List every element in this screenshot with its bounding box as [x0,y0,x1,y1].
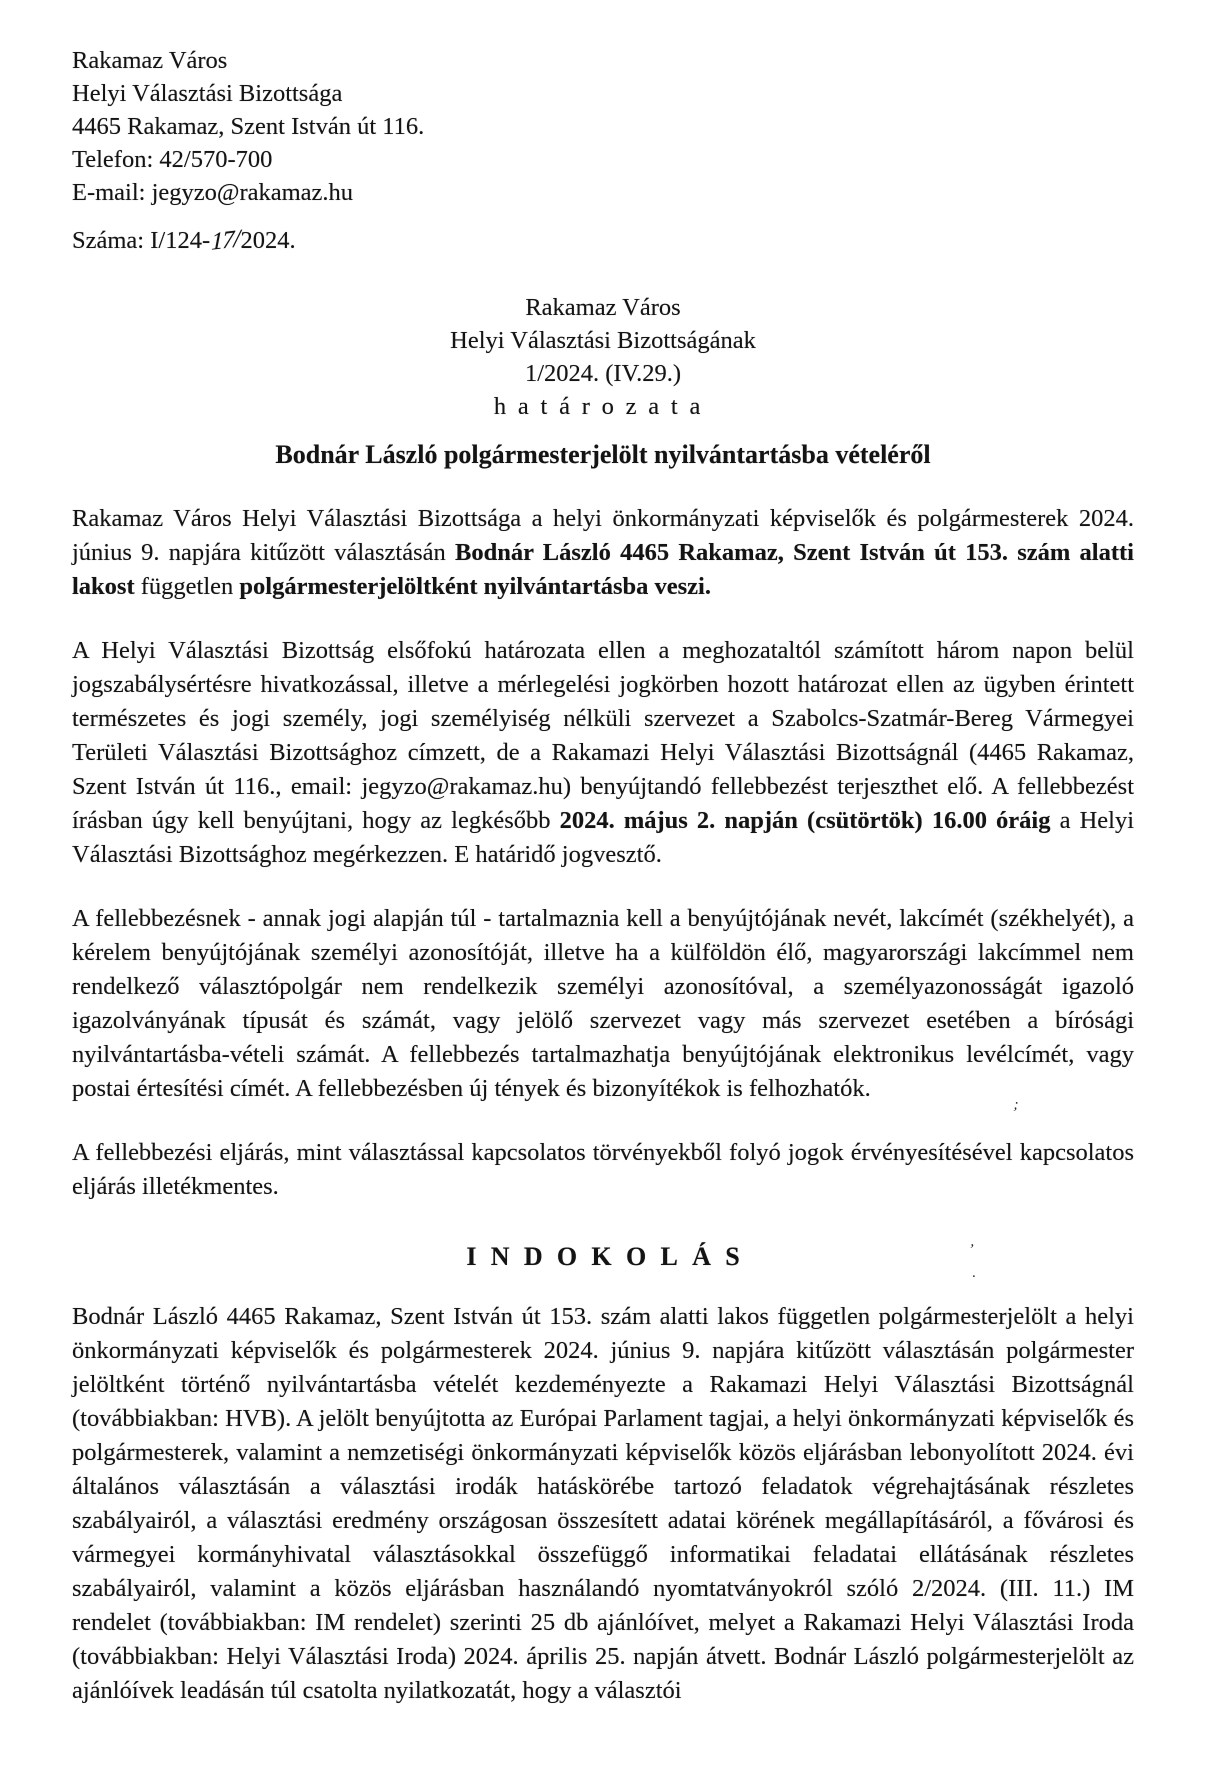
scan-artifact: ’ [967,1241,976,1259]
reasoning-paragraph [72,1300,1134,1708]
scan-artifact: ; [1012,1096,1020,1114]
body-text: A Helyi Választási Bizottság elsőfokú határozata ellen a meghozataltól számított három napon belül jogszabálysértésre hivatkozással, illetve a mérlegelési jogkörben hozott határozat ellen az ügyben érintett természetes és jogi személy, jogi személyiség nélküli szervezet a Szabolcs-Szatmár-Bereg Vármegyei Területi Választási Bizottsághoz címzett, de a Rakamazi Helyi Választási Bizottságnál (4465 Rakamaz, Szent István út 116., email: jegyzo@rakamaz.hu) benyújtandó fellebbezést terjeszthet elő. A fellebbezést írásban úgy kell benyújtani, hogy az legkésőbb [72,637,1134,834]
sender-line: Rakamaz Város [72,47,228,74]
title-line: Helyi Választási Bizottságának [450,327,756,354]
reasoning-section-heading: INDOKOLÁS [466,1242,754,1271]
sender-address-block [72,44,1134,209]
decision-word: határozata [493,393,713,420]
body-text: Rakamaz Város Helyi Választási Bizottsága a helyi önkormányzati képviselők és polgármesterek 2024. június 9. napjára kitűzött választásán [72,505,1134,566]
file-number [72,224,1134,258]
body-text: Bodnár László 4465 Rakamaz, Szent István út 153. szám alatti lakos független polgármesterjelölt a helyi önkormányzati képviselők és polgármesterek 2024. június 9. napjára kitűzött választásán polgármester jelöltként történő nyilvántartásba vételét kezdeményezte a Rakamazi Helyi Választási Bizottságnál (továbbiakban: HVB). A jelölt benyújtotta az Európai Parlament tagjai, a helyi önkormányzati képviselők és polgármesterek, valamint a nemzetiségi önkormányzati képviselők közös eljárásban lebonyolított 2024. évi általános választásán a választási irodák hatáskörébe tartozó feladatok végrehajtásának részletes szabályairól, a választási eredmény országosan összesített adatai körének megállapításáról, a fővárosi és vármegyei kormányhivatal választásokkal összefüggő informatikai feladatai ellátásának részletes szabályairól, valamint a közös eljárásban használandó nyomtatványokról szóló 2/2024. (III. 11.) IM rendelet (továbbiakban: IM rendelet) szerinti 25 db ajánlóívet, melyet a Rakamazi Helyi Választási Iroda (továbbiakban: Helyi Választási Iroda) 2024. április 25. napján átvett. Bodnár László polgármesterjelölt az ajánlóívek leadásán túl csatolta nyilatkozatát, hogy a választói [72,1303,1134,1704]
appeal-rules-paragraph [72,634,1134,872]
emphasized-text: Bodnár László 4465 Rakamaz, Szent István út 153. szám alatti lakost [72,539,1134,600]
fee-exemption-paragraph [72,1136,1134,1204]
emphasized-text: polgármesterjelöltként nyilvántartásba veszi. [239,573,711,600]
title-line: Rakamaz Város [525,294,681,321]
file-number-prefix: Száma: I/124- [72,227,211,254]
sender-line: E-mail: jegyzo@rakamaz.hu [72,179,354,206]
decision-subject: Bodnár László polgármesterjelölt nyilvántartásba vételéről [275,440,931,469]
appeal-content-paragraph [72,902,1134,1106]
decision-title-block [72,291,1134,423]
body-text: független [134,573,240,600]
sender-line: Telefon: 42/570-700 [72,146,273,173]
scan-artifact: . [972,1265,976,1281]
sender-line: Helyi Választási Bizottsága [72,80,343,107]
handwritten-case-number: 17/ [211,225,240,256]
operative-paragraph [72,502,1134,604]
title-line: 1/2024. (IV.29.) [524,360,682,387]
body-text: A fellebbezési eljárás, mint választással kapcsolatos törvényekből folyó jogok érvényesítésével kapcsolatos eljárás illetékmentes. [72,1139,1134,1200]
emphasized-text: 2024. május 2. napján (csütörtök) 16.00 óráig [559,807,1051,834]
title-lines [72,291,1134,390]
sender-line: 4465 Rakamaz, Szent István út 116. [72,113,425,140]
body-text: a Helyi Választási Bizottsághoz megérkezzen. E határidő jogvesztő. [72,807,1134,868]
body-text: A fellebbezésnek - annak jogi alapján túl - tartalmaznia kell a benyújtójának nevét, lakcímét (székhelyét), a kérelem benyújtójának személyi azonosítóját, illetve ha a külföldön élő, magyarországi lakcímmel nem rendelkező választópolgár nem rendelkezik személyi azonosítóval, a személyazonosságát igazoló igazolványának típusát és számát, vagy jelölő szervezet vagy más szervezet esetében a bírósági nyilvántartásba-vételi számát. A fellebbezés tartalmazhatja benyújtójának elektronikus levélcímét, vagy postai értesítési címét. A fellebbezésben új tények és bizonyítékok is felhozhatók. [72,905,1134,1102]
file-number-suffix: 2024. [240,227,296,254]
